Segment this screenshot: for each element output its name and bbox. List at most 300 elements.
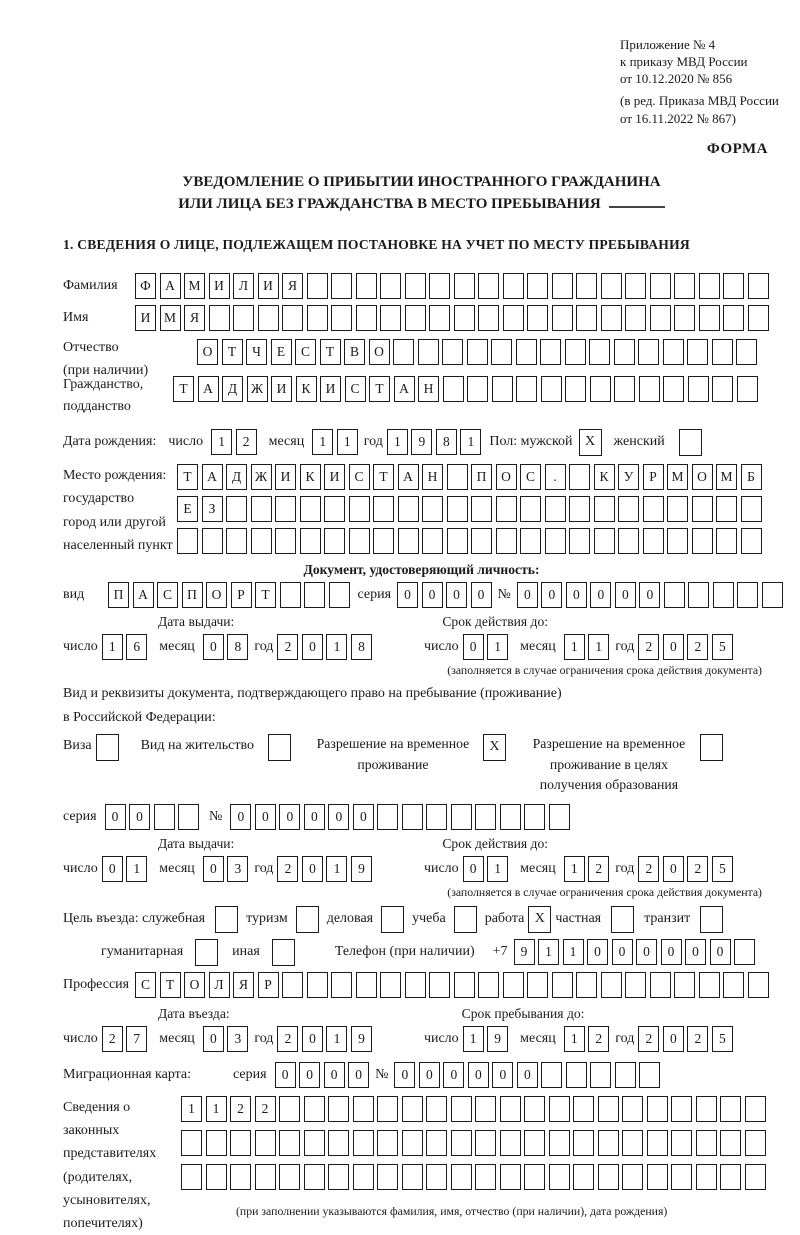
char-cell[interactable]: 0 (324, 1062, 345, 1088)
doc-exp-year-cells[interactable] (638, 634, 733, 660)
char-cell[interactable] (524, 1164, 545, 1190)
char-cell[interactable] (663, 376, 684, 402)
char-cell[interactable]: 2 (102, 1026, 123, 1052)
char-cell[interactable] (688, 582, 709, 608)
char-cell[interactable]: 2 (255, 1096, 276, 1122)
char-cell[interactable] (618, 496, 639, 522)
char-cell[interactable]: 0 (129, 804, 150, 830)
char-cell[interactable]: 1 (326, 1026, 347, 1052)
char-cell[interactable] (451, 1164, 472, 1190)
char-cell[interactable]: 0 (663, 634, 684, 660)
given-name-cells[interactable] (135, 305, 769, 331)
birth-month-cells[interactable] (312, 429, 358, 455)
char-cell[interactable] (380, 305, 401, 331)
char-cell[interactable] (647, 1096, 668, 1122)
char-cell[interactable]: 0 (394, 1062, 415, 1088)
char-cell[interactable] (699, 305, 720, 331)
char-cell[interactable] (524, 804, 545, 830)
char-cell[interactable]: 3 (227, 856, 248, 882)
char-cell[interactable] (520, 496, 541, 522)
char-cell[interactable] (503, 305, 524, 331)
char-cell[interactable] (734, 939, 755, 965)
char-cell[interactable] (393, 339, 414, 365)
doc-number-cells[interactable] (517, 582, 783, 608)
char-cell[interactable] (255, 1164, 276, 1190)
char-cell[interactable]: С (345, 376, 366, 402)
char-cell[interactable] (398, 528, 419, 554)
char-cell[interactable] (565, 376, 586, 402)
char-cell[interactable] (748, 305, 769, 331)
char-cell[interactable] (251, 528, 272, 554)
char-cell[interactable] (447, 464, 468, 490)
char-cell[interactable]: 0 (255, 804, 276, 830)
char-cell[interactable]: Л (233, 273, 254, 299)
char-cell[interactable] (500, 1164, 521, 1190)
char-cell[interactable]: М (160, 305, 181, 331)
char-cell[interactable] (447, 528, 468, 554)
char-cell[interactable]: К (594, 464, 615, 490)
char-cell[interactable] (601, 273, 622, 299)
char-cell[interactable] (402, 804, 423, 830)
char-cell[interactable] (647, 1164, 668, 1190)
char-cell[interactable] (614, 376, 635, 402)
char-cell[interactable] (696, 1096, 717, 1122)
char-cell[interactable] (639, 376, 660, 402)
char-cell[interactable]: Ж (251, 464, 272, 490)
purpose-tourism-checkbox[interactable] (296, 906, 319, 933)
char-cell[interactable] (671, 1164, 692, 1190)
char-cell[interactable]: 1 (211, 429, 232, 455)
char-cell[interactable] (552, 273, 573, 299)
char-cell[interactable] (720, 1130, 741, 1156)
char-cell[interactable] (598, 1164, 619, 1190)
char-cell[interactable] (324, 496, 345, 522)
char-cell[interactable]: 5 (712, 634, 733, 660)
char-cell[interactable]: Т (177, 464, 198, 490)
char-cell[interactable] (300, 528, 321, 554)
char-cell[interactable] (527, 305, 548, 331)
char-cell[interactable] (573, 1164, 594, 1190)
char-cell[interactable] (349, 496, 370, 522)
char-cell[interactable] (181, 1130, 202, 1156)
purpose-other-checkbox[interactable] (272, 939, 295, 966)
char-cell[interactable] (331, 305, 352, 331)
char-cell[interactable] (552, 972, 573, 998)
char-cell[interactable] (451, 1130, 472, 1156)
permit-exp-year-cells[interactable] (638, 856, 733, 882)
char-cell[interactable] (667, 496, 688, 522)
char-cell[interactable]: 2 (638, 856, 659, 882)
char-cell[interactable]: М (667, 464, 688, 490)
birth-year-cells[interactable] (387, 429, 482, 455)
char-cell[interactable]: В (344, 339, 365, 365)
char-cell[interactable]: А (202, 464, 223, 490)
char-cell[interactable] (328, 1164, 349, 1190)
char-cell[interactable] (206, 1130, 227, 1156)
char-cell[interactable]: 2 (277, 1026, 298, 1052)
char-cell[interactable]: О (206, 582, 227, 608)
char-cell[interactable] (422, 528, 443, 554)
char-cell[interactable]: Е (177, 496, 198, 522)
char-cell[interactable] (723, 972, 744, 998)
char-cell[interactable]: 1 (564, 1026, 585, 1052)
char-cell[interactable] (545, 528, 566, 554)
char-cell[interactable]: 9 (514, 939, 535, 965)
char-cell[interactable] (625, 273, 646, 299)
entry-month-cells[interactable] (203, 1026, 249, 1052)
char-cell[interactable]: 2 (687, 856, 708, 882)
char-cell[interactable] (329, 582, 350, 608)
char-cell[interactable] (206, 1164, 227, 1190)
char-cell[interactable] (202, 528, 223, 554)
char-cell[interactable]: И (258, 273, 279, 299)
char-cell[interactable]: 0 (203, 856, 224, 882)
residence-permit-checkbox[interactable] (268, 734, 291, 761)
char-cell[interactable] (569, 464, 590, 490)
char-cell[interactable] (598, 1096, 619, 1122)
char-cell[interactable]: О (692, 464, 713, 490)
char-cell[interactable] (576, 305, 597, 331)
char-cell[interactable] (520, 528, 541, 554)
char-cell[interactable]: И (275, 464, 296, 490)
char-cell[interactable]: Т (160, 972, 181, 998)
char-cell[interactable] (491, 339, 512, 365)
stay-year-cells[interactable] (638, 1026, 733, 1052)
char-cell[interactable]: О (369, 339, 390, 365)
patronymic-cells[interactable] (197, 339, 757, 365)
char-cell[interactable]: М (184, 273, 205, 299)
migcard-number-cells[interactable] (394, 1062, 660, 1088)
char-cell[interactable]: 0 (590, 582, 611, 608)
char-cell[interactable]: 0 (517, 1062, 538, 1088)
char-cell[interactable] (177, 528, 198, 554)
char-cell[interactable] (516, 339, 537, 365)
char-cell[interactable]: И (324, 464, 345, 490)
char-cell[interactable] (496, 528, 517, 554)
purpose-work-checkbox[interactable]: X (528, 906, 551, 933)
char-cell[interactable]: 1 (337, 429, 358, 455)
char-cell[interactable] (594, 528, 615, 554)
char-cell[interactable]: 1 (487, 634, 508, 660)
permit-number-cells[interactable] (230, 804, 570, 830)
char-cell[interactable]: Е (271, 339, 292, 365)
char-cell[interactable]: 9 (487, 1026, 508, 1052)
char-cell[interactable] (638, 339, 659, 365)
char-cell[interactable] (353, 1096, 374, 1122)
char-cell[interactable] (736, 339, 757, 365)
char-cell[interactable]: 0 (471, 582, 492, 608)
char-cell[interactable] (527, 273, 548, 299)
char-cell[interactable] (569, 496, 590, 522)
char-cell[interactable] (692, 496, 713, 522)
char-cell[interactable]: И (209, 273, 230, 299)
char-cell[interactable]: 0 (328, 804, 349, 830)
char-cell[interactable] (549, 804, 570, 830)
char-cell[interactable]: 2 (687, 1026, 708, 1052)
char-cell[interactable]: 2 (588, 856, 609, 882)
char-cell[interactable] (233, 305, 254, 331)
char-cell[interactable]: 6 (126, 634, 147, 660)
char-cell[interactable]: К (300, 464, 321, 490)
representatives-cells-row2[interactable] (181, 1130, 766, 1156)
char-cell[interactable] (748, 972, 769, 998)
char-cell[interactable]: Ф (135, 273, 156, 299)
char-cell[interactable]: 3 (227, 1026, 248, 1052)
char-cell[interactable]: З (202, 496, 223, 522)
char-cell[interactable]: 0 (302, 634, 323, 660)
char-cell[interactable] (328, 1096, 349, 1122)
doc-issue-day-cells[interactable] (102, 634, 148, 660)
char-cell[interactable]: Д (222, 376, 243, 402)
char-cell[interactable]: Ж (247, 376, 268, 402)
char-cell[interactable]: Т (373, 464, 394, 490)
char-cell[interactable] (566, 1062, 587, 1088)
char-cell[interactable] (328, 1130, 349, 1156)
char-cell[interactable]: 1 (588, 634, 609, 660)
char-cell[interactable] (594, 496, 615, 522)
char-cell[interactable] (307, 305, 328, 331)
char-cell[interactable] (667, 528, 688, 554)
char-cell[interactable]: . (545, 464, 566, 490)
char-cell[interactable] (692, 528, 713, 554)
birthplace-cells-row2[interactable] (177, 496, 762, 522)
char-cell[interactable] (618, 528, 639, 554)
char-cell[interactable]: Т (255, 582, 276, 608)
char-cell[interactable] (650, 273, 671, 299)
char-cell[interactable]: Р (231, 582, 252, 608)
char-cell[interactable] (712, 376, 733, 402)
char-cell[interactable] (377, 1130, 398, 1156)
purpose-transit-checkbox[interactable] (700, 906, 723, 933)
char-cell[interactable] (279, 1164, 300, 1190)
char-cell[interactable] (601, 972, 622, 998)
gender-male-checkbox[interactable]: X (579, 429, 602, 456)
char-cell[interactable] (639, 1062, 660, 1088)
char-cell[interactable]: А (398, 464, 419, 490)
char-cell[interactable] (349, 528, 370, 554)
permit-exp-month-cells[interactable] (564, 856, 610, 882)
char-cell[interactable]: Я (184, 305, 205, 331)
char-cell[interactable]: 0 (353, 804, 374, 830)
char-cell[interactable] (356, 305, 377, 331)
char-cell[interactable] (590, 1062, 611, 1088)
char-cell[interactable] (181, 1164, 202, 1190)
char-cell[interactable] (671, 1130, 692, 1156)
char-cell[interactable] (723, 305, 744, 331)
char-cell[interactable]: Ч (246, 339, 267, 365)
char-cell[interactable] (503, 273, 524, 299)
char-cell[interactable] (258, 305, 279, 331)
char-cell[interactable]: 0 (636, 939, 657, 965)
char-cell[interactable] (762, 582, 783, 608)
char-cell[interactable]: М (716, 464, 737, 490)
temp-permit-checkbox[interactable]: X (483, 734, 506, 761)
char-cell[interactable] (178, 804, 199, 830)
char-cell[interactable] (524, 1096, 545, 1122)
doc-issue-month-cells[interactable] (203, 634, 249, 660)
char-cell[interactable] (524, 1130, 545, 1156)
char-cell[interactable] (741, 528, 762, 554)
char-cell[interactable] (687, 339, 708, 365)
char-cell[interactable]: 2 (638, 1026, 659, 1052)
char-cell[interactable] (737, 582, 758, 608)
char-cell[interactable]: 1 (563, 939, 584, 965)
char-cell[interactable] (643, 496, 664, 522)
char-cell[interactable] (650, 305, 671, 331)
char-cell[interactable] (541, 376, 562, 402)
purpose-private-checkbox[interactable] (611, 906, 634, 933)
char-cell[interactable] (622, 1164, 643, 1190)
char-cell[interactable] (716, 496, 737, 522)
char-cell[interactable] (454, 972, 475, 998)
temp-permit-edu-checkbox[interactable] (700, 734, 723, 761)
permit-issue-month-cells[interactable] (203, 856, 249, 882)
char-cell[interactable]: 1 (463, 1026, 484, 1052)
char-cell[interactable]: 2 (236, 429, 257, 455)
char-cell[interactable] (402, 1130, 423, 1156)
char-cell[interactable]: 1 (564, 634, 585, 660)
char-cell[interactable] (255, 1130, 276, 1156)
char-cell[interactable] (280, 582, 301, 608)
char-cell[interactable] (426, 804, 447, 830)
char-cell[interactable]: С (157, 582, 178, 608)
char-cell[interactable]: 0 (302, 1026, 323, 1052)
char-cell[interactable] (304, 1130, 325, 1156)
char-cell[interactable] (478, 972, 499, 998)
char-cell[interactable] (601, 305, 622, 331)
char-cell[interactable]: У (618, 464, 639, 490)
char-cell[interactable] (429, 273, 450, 299)
char-cell[interactable]: 0 (102, 856, 123, 882)
char-cell[interactable] (622, 1130, 643, 1156)
char-cell[interactable]: Р (258, 972, 279, 998)
char-cell[interactable]: 0 (639, 582, 660, 608)
char-cell[interactable]: 0 (492, 1062, 513, 1088)
char-cell[interactable] (398, 496, 419, 522)
char-cell[interactable]: 1 (564, 856, 585, 882)
char-cell[interactable] (500, 804, 521, 830)
char-cell[interactable] (598, 1130, 619, 1156)
char-cell[interactable]: 7 (126, 1026, 147, 1052)
char-cell[interactable] (426, 1130, 447, 1156)
char-cell[interactable]: Т (222, 339, 243, 365)
char-cell[interactable]: 8 (227, 634, 248, 660)
char-cell[interactable]: 1 (206, 1096, 227, 1122)
char-cell[interactable]: 0 (468, 1062, 489, 1088)
char-cell[interactable]: О (197, 339, 218, 365)
char-cell[interactable]: 0 (419, 1062, 440, 1088)
char-cell[interactable]: 0 (203, 634, 224, 660)
char-cell[interactable]: И (320, 376, 341, 402)
char-cell[interactable]: Т (173, 376, 194, 402)
char-cell[interactable]: 0 (304, 804, 325, 830)
char-cell[interactable] (356, 972, 377, 998)
char-cell[interactable] (713, 582, 734, 608)
char-cell[interactable]: А (198, 376, 219, 402)
char-cell[interactable] (527, 972, 548, 998)
char-cell[interactable]: Н (418, 376, 439, 402)
char-cell[interactable]: 0 (397, 582, 418, 608)
representatives-cells-row1[interactable] (181, 1096, 766, 1122)
char-cell[interactable]: И (135, 305, 156, 331)
permit-issue-year-cells[interactable] (277, 856, 372, 882)
char-cell[interactable] (377, 1096, 398, 1122)
char-cell[interactable]: Л (209, 972, 230, 998)
char-cell[interactable] (467, 339, 488, 365)
char-cell[interactable]: О (496, 464, 517, 490)
char-cell[interactable] (545, 496, 566, 522)
doc-kind-cells[interactable] (108, 582, 350, 608)
char-cell[interactable] (426, 1096, 447, 1122)
char-cell[interactable] (590, 376, 611, 402)
char-cell[interactable]: С (135, 972, 156, 998)
char-cell[interactable] (625, 972, 646, 998)
char-cell[interactable] (279, 1130, 300, 1156)
char-cell[interactable] (741, 496, 762, 522)
char-cell[interactable]: А (160, 273, 181, 299)
char-cell[interactable] (622, 1096, 643, 1122)
char-cell[interactable]: 8 (436, 429, 457, 455)
char-cell[interactable] (402, 1164, 423, 1190)
char-cell[interactable] (154, 804, 175, 830)
char-cell[interactable] (478, 305, 499, 331)
char-cell[interactable]: 0 (203, 1026, 224, 1052)
char-cell[interactable] (405, 305, 426, 331)
char-cell[interactable]: 1 (538, 939, 559, 965)
char-cell[interactable]: Я (233, 972, 254, 998)
char-cell[interactable] (475, 1096, 496, 1122)
char-cell[interactable] (279, 1096, 300, 1122)
char-cell[interactable] (230, 1130, 251, 1156)
char-cell[interactable] (282, 305, 303, 331)
char-cell[interactable]: 0 (463, 634, 484, 660)
char-cell[interactable] (615, 1062, 636, 1088)
char-cell[interactable] (324, 528, 345, 554)
char-cell[interactable] (405, 273, 426, 299)
char-cell[interactable]: 9 (351, 1026, 372, 1052)
char-cell[interactable] (500, 1096, 521, 1122)
char-cell[interactable]: 0 (299, 1062, 320, 1088)
char-cell[interactable] (552, 305, 573, 331)
entry-day-cells[interactable] (102, 1026, 148, 1052)
char-cell[interactable]: С (520, 464, 541, 490)
char-cell[interactable]: 0 (275, 1062, 296, 1088)
char-cell[interactable] (230, 1164, 251, 1190)
char-cell[interactable] (467, 376, 488, 402)
char-cell[interactable]: 0 (587, 939, 608, 965)
char-cell[interactable]: Д (226, 464, 247, 490)
char-cell[interactable]: 2 (638, 634, 659, 660)
char-cell[interactable] (674, 305, 695, 331)
char-cell[interactable] (516, 376, 537, 402)
char-cell[interactable] (589, 339, 610, 365)
char-cell[interactable]: 0 (443, 1062, 464, 1088)
char-cell[interactable] (209, 305, 230, 331)
representatives-cells-row3[interactable] (181, 1164, 766, 1190)
char-cell[interactable] (442, 339, 463, 365)
char-cell[interactable] (307, 972, 328, 998)
char-cell[interactable] (716, 528, 737, 554)
char-cell[interactable] (650, 972, 671, 998)
char-cell[interactable]: 2 (588, 1026, 609, 1052)
char-cell[interactable] (643, 528, 664, 554)
char-cell[interactable] (503, 972, 524, 998)
char-cell[interactable] (674, 273, 695, 299)
char-cell[interactable]: И (271, 376, 292, 402)
birthplace-cells-row1[interactable] (177, 464, 762, 490)
char-cell[interactable] (475, 804, 496, 830)
char-cell[interactable]: 8 (351, 634, 372, 660)
